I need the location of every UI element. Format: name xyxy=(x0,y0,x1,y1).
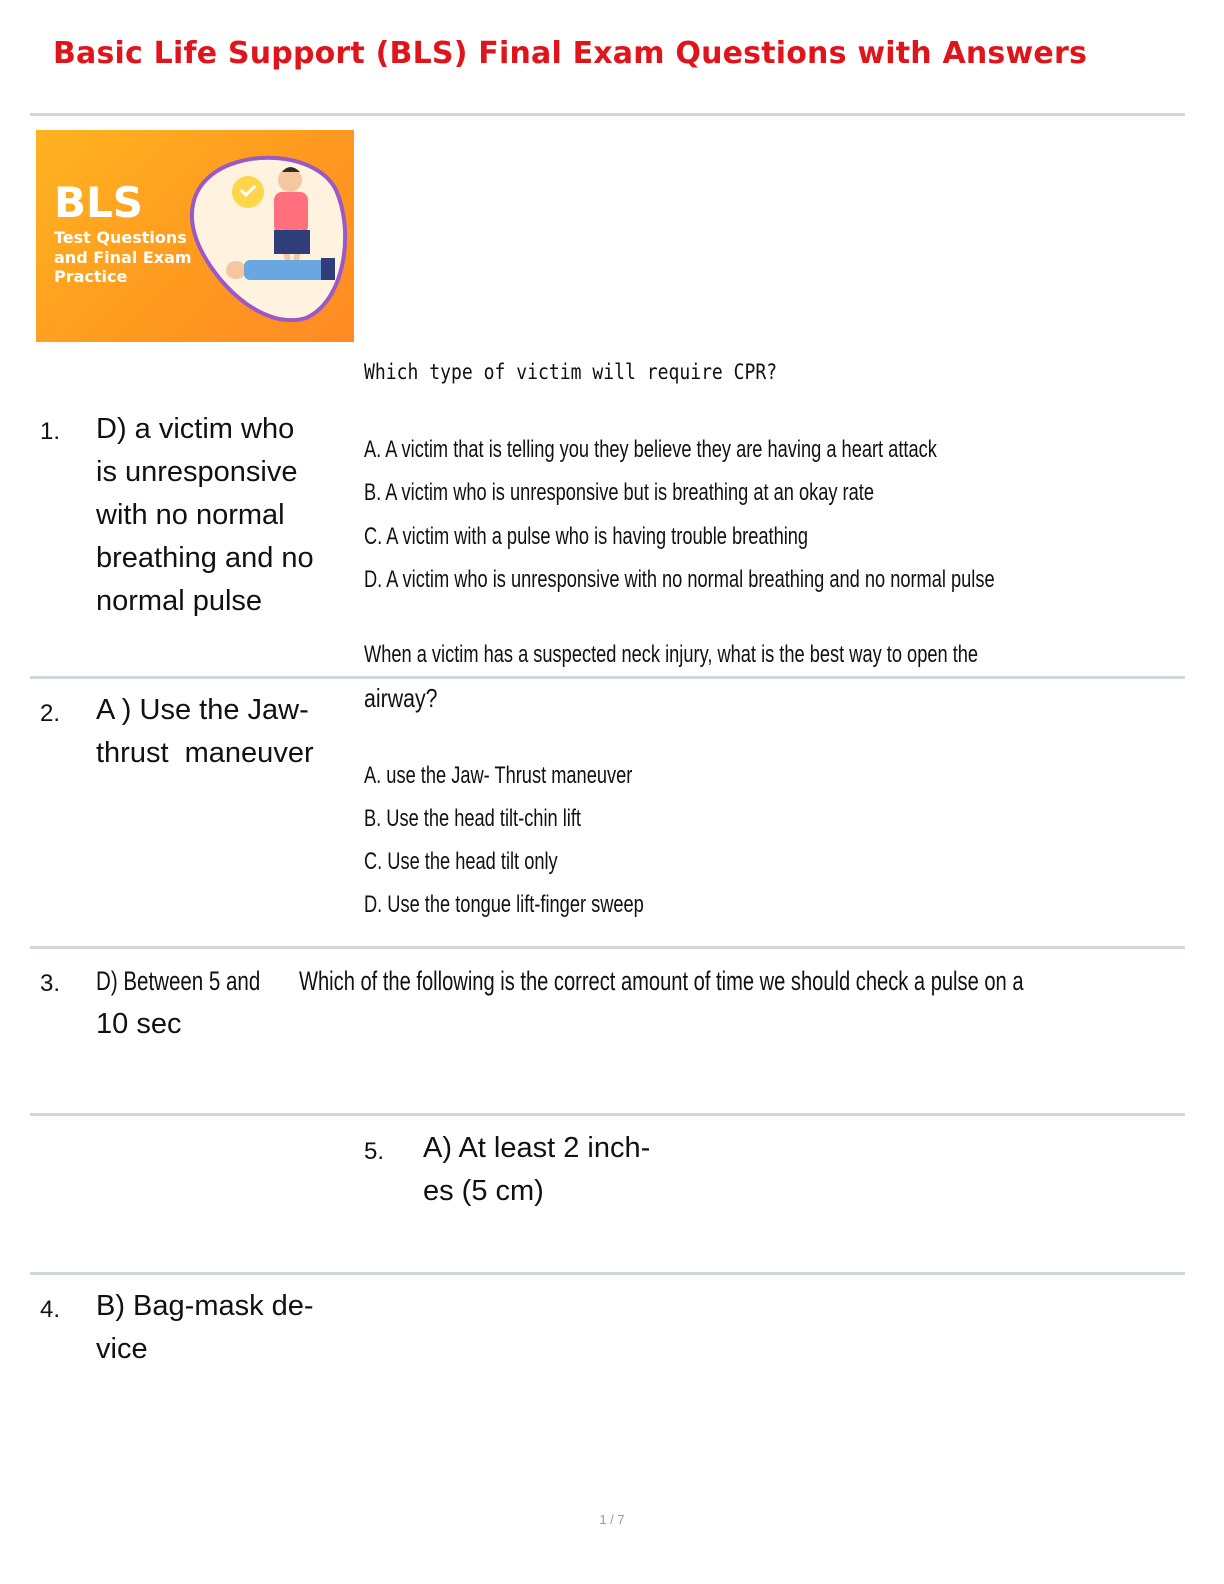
divider xyxy=(30,113,1185,116)
question-2-number: 2. xyxy=(40,700,61,727)
question-4-answer: B) Bag-mask de- vice xyxy=(96,1290,314,1365)
question-5-number: 5. xyxy=(364,1138,385,1165)
question-1-text: Which type of victim will require CPR? xyxy=(364,360,778,384)
question-2-option-d: D. Use the tongue lift-finger sweep xyxy=(364,891,644,918)
banner-subtitle: Test Questions and Final Exam Practice xyxy=(54,228,192,286)
question-2-option-b: B. Use the head tilt-chin lift xyxy=(364,805,581,832)
question-3-number: 3. xyxy=(40,970,61,997)
question-2-text-continued: airway? xyxy=(364,683,438,713)
question-1-option-d: D. A victim who is unresponsive with no normal breathing and no normal pulse xyxy=(364,566,995,593)
question-3-answer-line2: 10 sec xyxy=(96,1008,182,1040)
bls-banner-image xyxy=(36,130,354,342)
banner-heading: BLS xyxy=(54,178,144,227)
question-4-number: 4. xyxy=(40,1296,61,1323)
page-indicator: 1 / 7 xyxy=(599,1512,625,1527)
question-2-answer: A ) Use the Jaw- thrust maneuver xyxy=(96,694,314,769)
divider xyxy=(30,946,1185,949)
question-5-answer: A) At least 2 inch- es (5 cm) xyxy=(423,1132,651,1207)
question-3-answer-line1: D) Between 5 and xyxy=(96,966,261,996)
question-1-number: 1. xyxy=(40,418,61,445)
question-2-option-c: C. Use the head tilt only xyxy=(364,848,558,875)
question-1-option-c: C. A victim with a pulse who is having trouble breathing xyxy=(364,523,809,550)
question-2-text: When a victim has a suspected neck injury, what is the best way to open the xyxy=(364,641,979,668)
question-1-option-a: A. A victim that is telling you they believe they are having a heart attack xyxy=(364,436,937,463)
divider xyxy=(30,676,1185,679)
question-3-text: Which of the following is the correct amount of time we should check a pulse on a xyxy=(299,966,1024,996)
question-1-option-b: B. A victim who is unresponsive but is breathing at an okay rate xyxy=(364,479,874,506)
divider xyxy=(30,1113,1185,1116)
question-2-option-a: A. use the Jaw- Thrust maneuver xyxy=(364,762,633,789)
question-1-answer: D) a victim who is unresponsive with no normal breathing and no normal pulse xyxy=(96,413,314,617)
divider xyxy=(30,1272,1185,1275)
page-title: Basic Life Support (BLS) Final Exam Questions with Answers xyxy=(52,36,1088,71)
